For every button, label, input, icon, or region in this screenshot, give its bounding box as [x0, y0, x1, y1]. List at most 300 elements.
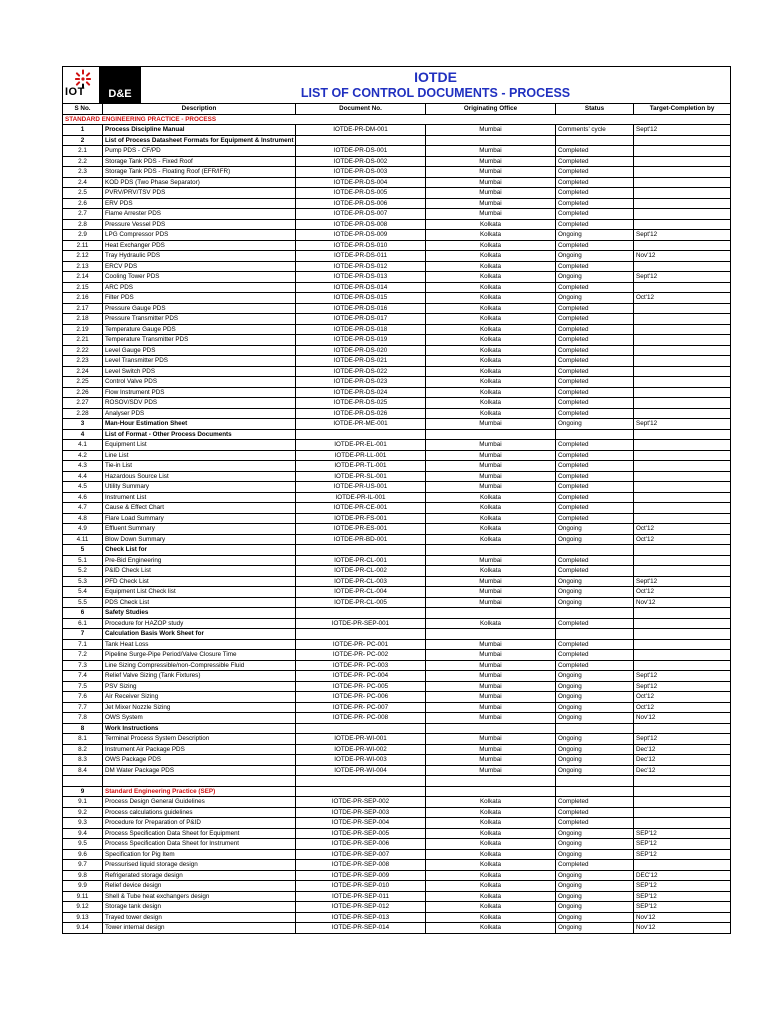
row-description: Effluent Summary	[103, 524, 296, 535]
group-row	[63, 723, 731, 734]
row-status: Completed	[556, 356, 634, 367]
row-office: Mumbai	[426, 660, 556, 671]
title-block	[141, 67, 730, 103]
row-office: Mumbai	[426, 188, 556, 199]
table-row	[63, 881, 731, 892]
row-description: Line List	[103, 450, 296, 461]
row-status: Ongoing	[556, 734, 634, 745]
row-document-no: IOTDE-PR-DM-001	[296, 125, 426, 136]
row-status: Completed	[556, 503, 634, 514]
row-document-no: IOTDE-PR-WI-004	[296, 765, 426, 776]
row-office: Mumbai	[426, 146, 556, 157]
row-office: Kolkata	[426, 251, 556, 262]
row-description: Calculation Basis Work Sheet for	[103, 629, 296, 640]
row-sno: 2.3	[63, 167, 103, 178]
row-description: Flare Load Summary	[103, 513, 296, 524]
row-sno: 9.2	[63, 807, 103, 818]
row-sno: 4.3	[63, 461, 103, 472]
row-office: Kolkata	[426, 828, 556, 839]
row-document-no	[296, 545, 426, 556]
row-status: Ongoing	[556, 702, 634, 713]
table-row	[63, 366, 731, 377]
row-sno: 4.6	[63, 492, 103, 503]
row-target	[634, 314, 731, 325]
row-sno: 8	[63, 723, 103, 734]
table-row	[63, 167, 731, 178]
table-row	[63, 891, 731, 902]
row-sno: 5.3	[63, 576, 103, 587]
row-description: Tie-in List	[103, 461, 296, 472]
row-sno: 9.3	[63, 818, 103, 829]
column-header-row	[63, 104, 731, 115]
table-row	[63, 870, 731, 881]
row-sno: 2.24	[63, 366, 103, 377]
row-description: Cause & Effect Chart	[103, 503, 296, 514]
table-row	[63, 219, 731, 230]
row-document-no: IOTDE-PR-SEP-003	[296, 807, 426, 818]
row-document-no: IOTDE-PR-DS-002	[296, 156, 426, 167]
row-document-no: IOTDE-PR-SEP-010	[296, 881, 426, 892]
row-document-no: IOTDE-PR-LL-001	[296, 450, 426, 461]
row-description: Flame Arrester PDS	[103, 209, 296, 220]
row-status: Ongoing	[556, 891, 634, 902]
table-row	[63, 534, 731, 545]
row-target: SEP'12	[634, 828, 731, 839]
row-sno: 2.23	[63, 356, 103, 367]
row-target	[634, 860, 731, 871]
table-row	[63, 860, 731, 871]
row-document-no: IOTDE-PR-FS-001	[296, 513, 426, 524]
row-target	[634, 240, 731, 251]
row-target: Nov'12	[634, 251, 731, 262]
logo-de-text: D&E	[99, 67, 141, 103]
row-document-no: IOTDE-PR-DS-010	[296, 240, 426, 251]
row-description: LPG Compressor PDS	[103, 230, 296, 241]
row-target	[634, 198, 731, 209]
row-document-no: IOTDE-PR- PC-001	[296, 639, 426, 650]
row-description: PDS Check List	[103, 597, 296, 608]
row-target	[634, 156, 731, 167]
table-row	[63, 650, 731, 661]
row-sno: 7.7	[63, 702, 103, 713]
row-office: Mumbai	[426, 692, 556, 703]
row-target: Oct'12	[634, 524, 731, 535]
row-target	[634, 261, 731, 272]
row-document-no: IOTDE-PR- PC-006	[296, 692, 426, 703]
row-document-no: IOTDE-PR- PC-008	[296, 713, 426, 724]
row-target: Nov'12	[634, 713, 731, 724]
row-target	[634, 545, 731, 556]
row-sno: 2.11	[63, 240, 103, 251]
row-target	[634, 482, 731, 493]
row-status: Ongoing	[556, 902, 634, 913]
table-row	[63, 734, 731, 745]
row-sno: 2.6	[63, 198, 103, 209]
row-document-no: IOTDE-PR-SEP-004	[296, 818, 426, 829]
row-description: Cooling Tower PDS	[103, 272, 296, 283]
row-sno: 2.16	[63, 293, 103, 304]
row-office: Mumbai	[426, 576, 556, 587]
row-status: Ongoing	[556, 597, 634, 608]
row-document-no: IOTDE-PR-CL-003	[296, 576, 426, 587]
row-office: Mumbai	[426, 461, 556, 472]
row-document-no: IOTDE-PR-TL-001	[296, 461, 426, 472]
row-description: P&ID Check List	[103, 566, 296, 577]
row-status: Completed	[556, 282, 634, 293]
row-document-no: IOTDE-PR- PC-004	[296, 671, 426, 682]
row-status: Completed	[556, 818, 634, 829]
row-document-no: IOTDE-PR-DS-004	[296, 177, 426, 188]
row-sno: 2.9	[63, 230, 103, 241]
row-description: Storage tank design	[103, 902, 296, 913]
table-row	[63, 230, 731, 241]
row-status: Ongoing	[556, 692, 634, 703]
row-sno: 5.5	[63, 597, 103, 608]
column-header-status: Status	[556, 104, 634, 115]
row-target	[634, 818, 731, 829]
row-sno: 2.17	[63, 303, 103, 314]
row-document-no	[296, 135, 426, 146]
empty-cell	[426, 776, 556, 787]
row-description: Equipment List	[103, 440, 296, 451]
row-document-no: IOTDE-PR-SL-001	[296, 471, 426, 482]
row-sno: 8.3	[63, 755, 103, 766]
row-sno: 4.11	[63, 534, 103, 545]
row-status: Completed	[556, 440, 634, 451]
row-description: ERV PDS	[103, 198, 296, 209]
group-row	[63, 429, 731, 440]
row-target: DEC'12	[634, 870, 731, 881]
table-row	[63, 398, 731, 409]
row-sno: 4.4	[63, 471, 103, 482]
row-status: Ongoing	[556, 870, 634, 881]
table-row	[63, 639, 731, 650]
row-description: Specification for Pig Item	[103, 849, 296, 860]
table-row	[63, 828, 731, 839]
row-office: Kolkata	[426, 377, 556, 388]
row-description: Pressurised liquid storage design	[103, 860, 296, 871]
row-description: Relief device design	[103, 881, 296, 892]
row-target: Nov'12	[634, 912, 731, 923]
row-description: Tower internal design	[103, 923, 296, 934]
row-status: Completed	[556, 797, 634, 808]
row-office: Kolkata	[426, 387, 556, 398]
row-sno: 7.2	[63, 650, 103, 661]
row-target	[634, 503, 731, 514]
row-office: Kolkata	[426, 240, 556, 251]
row-office: Kolkata	[426, 807, 556, 818]
group-row	[63, 135, 731, 146]
row-target: Oct'12	[634, 702, 731, 713]
row-sno: 2.5	[63, 188, 103, 199]
row-document-no: IOTDE-PR-WI-002	[296, 744, 426, 755]
row-status: Completed	[556, 156, 634, 167]
row-description: Hazardous Source List	[103, 471, 296, 482]
row-sno: 2.21	[63, 335, 103, 346]
row-sno: 4.1	[63, 440, 103, 451]
row-status: Ongoing	[556, 671, 634, 682]
row-office: Mumbai	[426, 734, 556, 745]
row-sno: 5	[63, 545, 103, 556]
table-row	[63, 188, 731, 199]
row-target	[634, 135, 731, 146]
row-description: PSV Sizing	[103, 681, 296, 692]
table-row	[63, 387, 731, 398]
table-row	[63, 440, 731, 451]
row-status: Comments' cycle	[556, 125, 634, 136]
row-status: Completed	[556, 471, 634, 482]
row-document-no: IOTDE-PR-DS-024	[296, 387, 426, 398]
row-status: Ongoing	[556, 576, 634, 587]
row-office	[426, 786, 556, 797]
row-target	[634, 282, 731, 293]
row-target: Dec'12	[634, 755, 731, 766]
column-header-document-no: Document No.	[296, 104, 426, 115]
row-document-no: IOTDE-PR-DS-012	[296, 261, 426, 272]
row-target: Sept'12	[634, 230, 731, 241]
row-document-no: IOTDE-PR-CE-001	[296, 503, 426, 514]
row-status: Ongoing	[556, 923, 634, 934]
section-title: STANDARD ENGINEERING PRACTICE - PROCESS	[63, 114, 731, 125]
table-row	[63, 461, 731, 472]
row-document-no: IOTDE-PR-DS-001	[296, 146, 426, 157]
row-office: Kolkata	[426, 282, 556, 293]
row-office: Mumbai	[426, 440, 556, 451]
table-row	[63, 209, 731, 220]
row-status: Completed	[556, 188, 634, 199]
row-status: Completed	[556, 219, 634, 230]
row-status: Completed	[556, 303, 634, 314]
row-description: Utility Summary	[103, 482, 296, 493]
row-description: Terminal Process System Description	[103, 734, 296, 745]
row-target	[634, 335, 731, 346]
row-sno: 5.1	[63, 555, 103, 566]
row-office: Kolkata	[426, 881, 556, 892]
row-description: DM Water Package PDS	[103, 765, 296, 776]
company-logo	[63, 67, 141, 103]
row-status: Ongoing	[556, 713, 634, 724]
row-office: Kolkata	[426, 408, 556, 419]
row-sno: 9.9	[63, 881, 103, 892]
column-header-originating-office: Originating Office	[426, 104, 556, 115]
table-row	[63, 492, 731, 503]
row-status: Ongoing	[556, 524, 634, 535]
row-document-no: IOTDE-PR-DS-005	[296, 188, 426, 199]
row-sno: 9.6	[63, 849, 103, 860]
row-description: Instrument Air Package PDS	[103, 744, 296, 755]
row-sno: 2	[63, 135, 103, 146]
row-document-no: IOTDE-PR-DS-003	[296, 167, 426, 178]
table-row	[63, 450, 731, 461]
row-status: Completed	[556, 555, 634, 566]
row-office: Kolkata	[426, 335, 556, 346]
row-office: Kolkata	[426, 366, 556, 377]
row-target	[634, 513, 731, 524]
row-target	[634, 450, 731, 461]
row-document-no: IOTDE-PR-SEP-005	[296, 828, 426, 839]
row-target	[634, 303, 731, 314]
row-office: Mumbai	[426, 597, 556, 608]
row-description: Procedure for Preparation of P&ID	[103, 818, 296, 829]
row-status: Completed	[556, 377, 634, 388]
row-description: Level Transmitter PDS	[103, 356, 296, 367]
row-document-no: IOTDE-PR-WI-001	[296, 734, 426, 745]
row-status: Completed	[556, 650, 634, 661]
row-description: Storage Tank PDS - Floating Roof (EFR/IFR)	[103, 167, 296, 178]
row-document-no: IOTDE-PR-CL-001	[296, 555, 426, 566]
row-sno: 2.4	[63, 177, 103, 188]
row-description: Tray Hydraulic PDS	[103, 251, 296, 262]
row-status: Ongoing	[556, 587, 634, 598]
row-description: Flow Instrument PDS	[103, 387, 296, 398]
row-status: Completed	[556, 492, 634, 503]
row-target	[634, 807, 731, 818]
row-office: Mumbai	[426, 125, 556, 136]
row-sno: 7.6	[63, 692, 103, 703]
row-office: Mumbai	[426, 744, 556, 755]
row-target	[634, 797, 731, 808]
row-description: Shell & Tube heat exchangers design	[103, 891, 296, 902]
row-document-no: IOTDE-PR-DS-025	[296, 398, 426, 409]
empty-cell	[634, 776, 731, 787]
row-description: ERCV PDS	[103, 261, 296, 272]
row-document-no	[296, 608, 426, 619]
row-status: Completed	[556, 482, 634, 493]
row-description: ARC PDS	[103, 282, 296, 293]
row-description: Pressure Transmitter PDS	[103, 314, 296, 325]
row-status: Completed	[556, 618, 634, 629]
row-description: Air Receiver Sizing	[103, 692, 296, 703]
row-status: Completed	[556, 807, 634, 818]
row-sno: 2.28	[63, 408, 103, 419]
row-document-no: IOTDE-PR-DS-014	[296, 282, 426, 293]
table-row	[63, 335, 731, 346]
row-document-no: IOTDE-PR-ES-001	[296, 524, 426, 535]
empty-cell	[296, 776, 426, 787]
row-sno: 2.2	[63, 156, 103, 167]
row-document-no: IOTDE-PR-DS-023	[296, 377, 426, 388]
row-office: Kolkata	[426, 230, 556, 241]
row-document-no: IOTDE-PR-SEP-006	[296, 839, 426, 850]
row-description: Process calculations guidelines	[103, 807, 296, 818]
row-description: Safety Studies	[103, 608, 296, 619]
row-document-no: IOTDE-PR-DS-015	[296, 293, 426, 304]
row-office: Mumbai	[426, 471, 556, 482]
row-description: Work Instructions	[103, 723, 296, 734]
row-status: Completed	[556, 387, 634, 398]
row-office: Kolkata	[426, 534, 556, 545]
row-sno: 4.8	[63, 513, 103, 524]
row-target: Sept'12	[634, 671, 731, 682]
row-sno: 7.5	[63, 681, 103, 692]
row-description: Equipment List Check list	[103, 587, 296, 598]
row-target	[634, 356, 731, 367]
row-document-no: IOTDE-PR-WI-003	[296, 755, 426, 766]
row-document-no: IOTDE-PR-SEP-007	[296, 849, 426, 860]
row-office: Mumbai	[426, 755, 556, 766]
row-office: Kolkata	[426, 303, 556, 314]
row-sno: 7.3	[63, 660, 103, 671]
table-row	[63, 692, 731, 703]
column-header-description: Description	[103, 104, 296, 115]
row-status: Completed	[556, 366, 634, 377]
row-office: Kolkata	[426, 891, 556, 902]
row-target: Sept'12	[634, 125, 731, 136]
table-row	[63, 818, 731, 829]
row-status: Completed	[556, 566, 634, 577]
row-description: List of Process Datasheet Formats for Equipment & Instrument	[103, 135, 296, 146]
row-document-no: IOTDE-PR- PC-002	[296, 650, 426, 661]
row-status: Ongoing	[556, 912, 634, 923]
row-office	[426, 135, 556, 146]
table-row	[63, 377, 731, 388]
row-target	[634, 209, 731, 220]
row-status	[556, 545, 634, 556]
row-office: Kolkata	[426, 870, 556, 881]
column-header-target-completion: Target-Completion by	[634, 104, 731, 115]
row-office: Mumbai	[426, 639, 556, 650]
row-target	[634, 177, 731, 188]
row-description: ROSOV/SDV PDS	[103, 398, 296, 409]
row-description: Process Specification Data Sheet for Equipment	[103, 828, 296, 839]
row-sno: 5.2	[63, 566, 103, 577]
row-target: Oct'12	[634, 587, 731, 598]
row-description: OWS Package PDS	[103, 755, 296, 766]
row-sno: 7.4	[63, 671, 103, 682]
table-row	[63, 471, 731, 482]
group-row	[63, 419, 731, 430]
row-office: Mumbai	[426, 209, 556, 220]
row-office: Kolkata	[426, 849, 556, 860]
empty-cell	[63, 776, 103, 787]
row-sno: 9.11	[63, 891, 103, 902]
row-sno: 9	[63, 786, 103, 797]
table-row	[63, 807, 731, 818]
row-status: Completed	[556, 639, 634, 650]
table-row	[63, 744, 731, 755]
table-row	[63, 576, 731, 587]
table-row	[63, 356, 731, 367]
row-description: Check List for	[103, 545, 296, 556]
table-row	[63, 251, 731, 262]
row-document-no: IOTDE-PR-CL-004	[296, 587, 426, 598]
row-description: Process Specification Data Sheet for Instrument	[103, 839, 296, 850]
row-description: PFD Check List	[103, 576, 296, 587]
row-description: Blow Down Summary	[103, 534, 296, 545]
logo-iot-text: IOT	[65, 86, 85, 98]
row-document-no: IOTDE-PR-SEP-009	[296, 870, 426, 881]
row-target	[634, 324, 731, 335]
row-document-no: IOTDE-PR- PC-003	[296, 660, 426, 671]
row-sno: 2.13	[63, 261, 103, 272]
row-document-no: IOTDE-PR-DS-019	[296, 335, 426, 346]
row-description: Man-Hour Estimation Sheet	[103, 419, 296, 430]
group-row	[63, 608, 731, 619]
row-office: Kolkata	[426, 261, 556, 272]
document-title: IOTDE	[414, 69, 457, 85]
row-office	[426, 429, 556, 440]
row-sno: 4.9	[63, 524, 103, 535]
row-sno: 9.7	[63, 860, 103, 871]
row-document-no: IOTDE-PR-CL-002	[296, 566, 426, 577]
row-document-no: IOTDE-PR-SEP-001	[296, 618, 426, 629]
row-office: Kolkata	[426, 219, 556, 230]
table-row	[63, 713, 731, 724]
table-row	[63, 314, 731, 325]
row-sno: 9.14	[63, 923, 103, 934]
empty-cell	[103, 776, 296, 787]
row-document-no: IOTDE-PR-SEP-012	[296, 902, 426, 913]
